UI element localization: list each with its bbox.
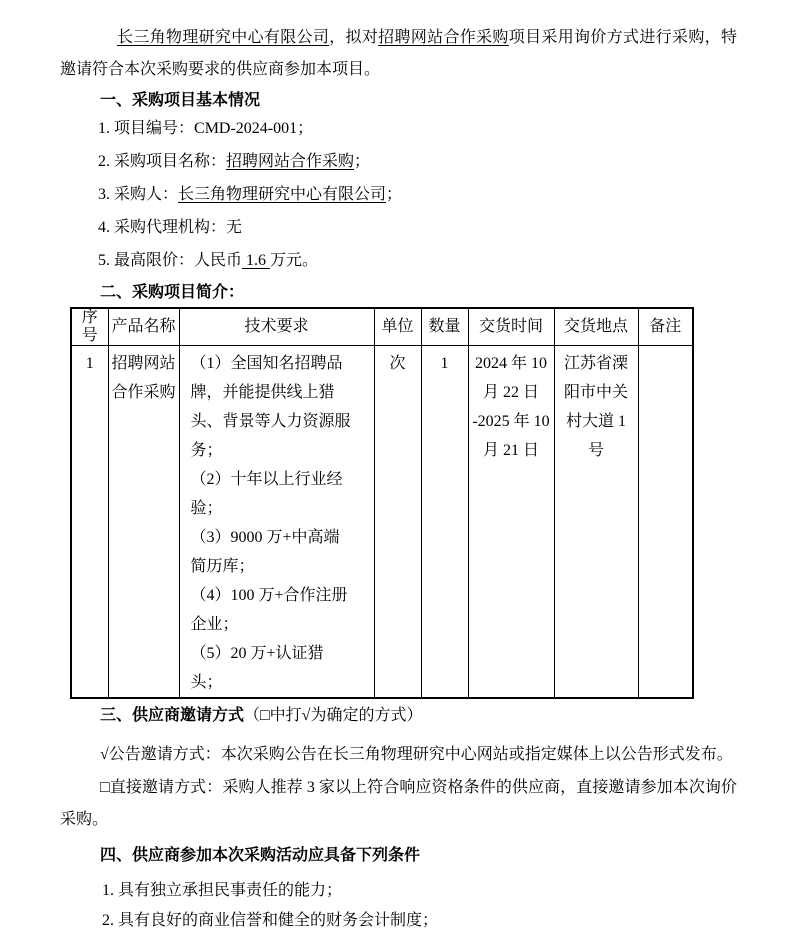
col-header-product: 产品名称 xyxy=(108,308,179,346)
col-header-delivery-place: 交货地点 xyxy=(554,308,638,346)
tech-cell xyxy=(179,346,374,699)
price-limit-item xyxy=(98,244,737,277)
section-1-heading: 一、采购项目基本情况 xyxy=(100,92,261,109)
agency-item xyxy=(98,211,737,244)
project-name-value: 招聘网站合作采购 xyxy=(226,153,355,170)
section-4-heading: 四、供应商参加本次采购活动应具备下列条件 xyxy=(100,847,421,864)
project-name-tail: ； xyxy=(354,153,371,170)
col-header-remark: 备注 xyxy=(638,308,693,346)
project-number-value: CMD-2024-001； xyxy=(194,120,314,137)
table-row xyxy=(71,346,693,699)
col-header-unit: 单位 xyxy=(374,308,421,346)
project-name-item xyxy=(98,145,737,178)
col-header-qty: 数量 xyxy=(421,308,468,346)
direct-invite-text: 直接邀请方式：采购人推荐 3 家以上符合响应资格条件的供应商，直接邀请参加本次询价采购。 xyxy=(60,779,737,828)
price-limit-tail: 万元。 xyxy=(270,252,319,269)
section-3-heading-note: （□中打√为确定的方式） xyxy=(244,707,423,724)
supplier-condition-item: 1. 具有独立承担民事责任的能力； xyxy=(102,882,343,899)
intro-text-mid: ，拟对 xyxy=(329,29,379,46)
purchaser-value: 长三角物理研究中心有限公司 xyxy=(178,186,387,203)
project-number-item xyxy=(98,112,737,145)
agency-value: 无 xyxy=(226,219,243,236)
announce-invite-text: 公告邀请方式：本次采购公告在长三角物理研究中心网站或指定媒体上以公告形式发布。 xyxy=(108,746,733,763)
tech-requirement-item: （3）9000 万+中高端简历库； xyxy=(190,529,340,575)
delivery-place-cell: 江苏省溧阳市中关村大道 1 号 xyxy=(554,346,638,699)
price-limit-value: 1.6 xyxy=(242,252,271,269)
announce-invite-paragraph xyxy=(60,739,737,771)
checkbox-glyph: □ xyxy=(100,779,110,796)
unit-cell: 次 xyxy=(374,346,421,699)
col-header-delivery-time: 交货时间 xyxy=(468,308,554,346)
purchaser-name: 长三角物理研究中心有限公司 xyxy=(117,29,330,46)
tech-requirement-item: （2）十年以上行业经验； xyxy=(190,471,343,517)
project-number-label: 1. 项目编号： xyxy=(98,120,195,137)
tech-requirement-item: （5）20 万+认证猎头； xyxy=(190,645,324,691)
col-header-seq: 序号 xyxy=(71,308,108,346)
table-header-row xyxy=(71,308,693,346)
delivery-time-cell: 2024 年 10 月 22 日 -2025 年 10 月 21 日 xyxy=(468,346,554,699)
tech-requirement-item: （1）全国知名招聘品牌，并能提供线上猎头、背景等人力资源服务； xyxy=(190,355,351,459)
section-3-heading-bold: 三、供应商邀请方式 xyxy=(100,707,245,724)
project-name-label: 2. 采购项目名称： xyxy=(98,153,227,170)
intro-text-tail: 项目采用询价方式进行采购，特邀请符合本次采购要求的供应商参加本项目。 xyxy=(60,29,737,78)
tech-requirement-item: （4）100 万+合作注册企业； xyxy=(190,587,348,633)
agency-label: 4. 采购代理机构： xyxy=(98,219,227,236)
purchaser-item xyxy=(98,178,737,211)
procurement-spec-table xyxy=(70,307,694,699)
project-name: 招聘网站合作采购 xyxy=(378,29,509,46)
checkmark-glyph: √ xyxy=(100,746,109,763)
seq-cell: 1 xyxy=(71,346,108,699)
supplier-condition-item: 2. 具有良好的商业信誉和健全的财务会计制度； xyxy=(102,912,439,929)
intro-paragraph xyxy=(60,22,737,86)
col-header-tech: 技术要求 xyxy=(179,308,374,346)
product-cell: 招聘网站合作采购 xyxy=(108,346,179,699)
direct-invite-paragraph xyxy=(60,772,737,836)
section-3-heading xyxy=(100,700,737,732)
price-limit-label: 5. 最高限价：人民币 xyxy=(98,252,243,269)
section-2-heading: 二、采购项目简介： xyxy=(100,284,245,301)
purchaser-tail: ； xyxy=(386,186,403,203)
qty-cell: 1 xyxy=(421,346,468,699)
remark-cell xyxy=(638,346,693,699)
purchaser-label: 3. 采购人： xyxy=(98,186,179,203)
